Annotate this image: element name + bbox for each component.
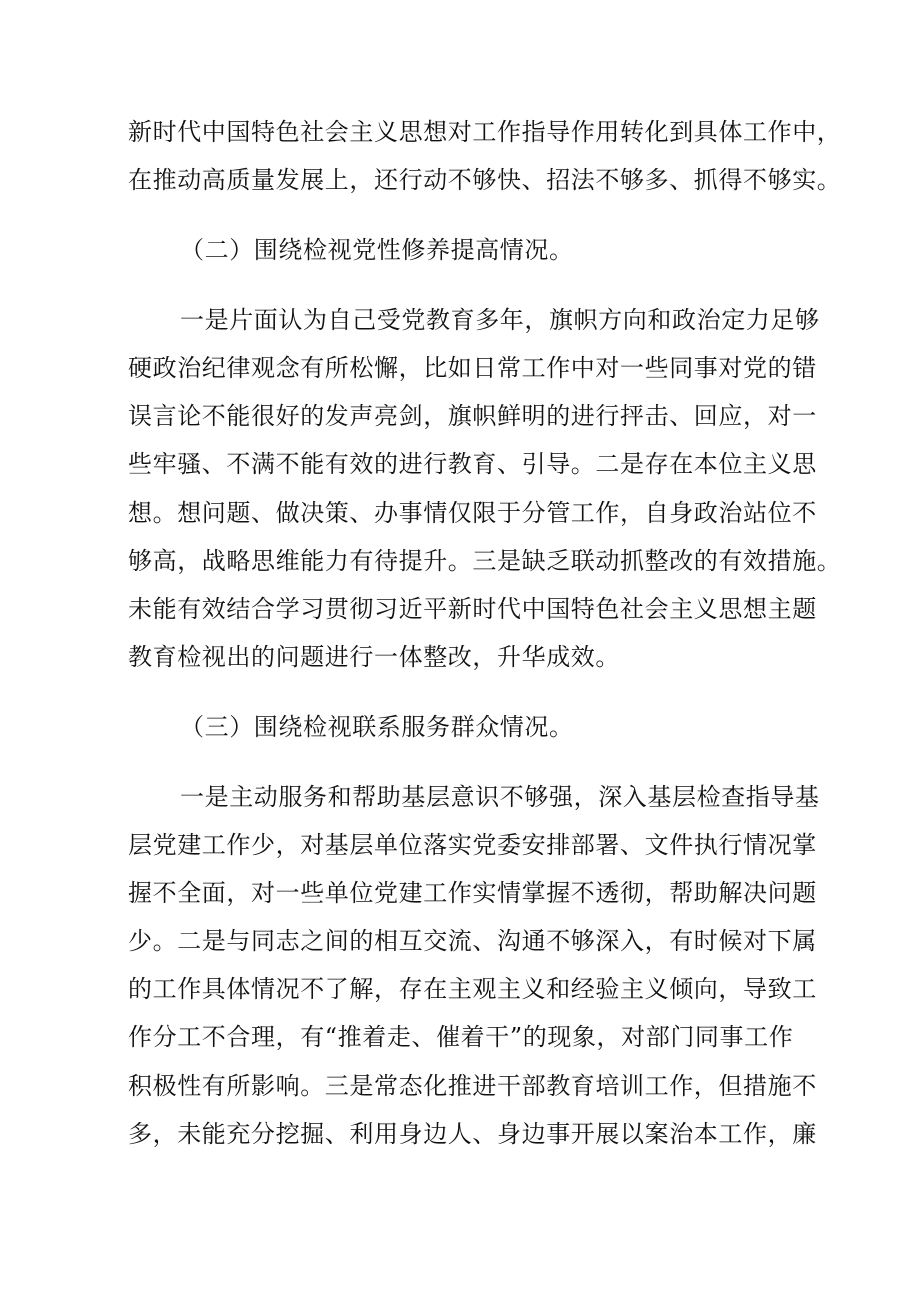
paragraph-line: 少。二是与同志之间的相互交流、沟通不够深入，有时候对下属 (128, 927, 817, 955)
paragraph-line: 新时代中国特色社会主义思想对工作指导作用转化到具体工作中， (128, 118, 842, 146)
paragraph-line: 积极性有所影响。三是常态化推进干部教育培训工作，但措施不 (128, 1072, 817, 1100)
section-heading-2: （二）围绕检视党性修养提高情况。 (180, 236, 574, 264)
paragraph-line: 想。想问题、做决策、办事情仅限于分管工作，自身政治站位不 (128, 499, 817, 527)
paragraph-line: 在推动高质量发展上，还行动不够快、招法不够多、抓得不够实。 (128, 166, 842, 194)
paragraph-line: 的工作具体情况不了解，存在主观主义和经验主义倾向，导致工 (128, 975, 817, 1003)
paragraph-line: 层党建工作少，对基层单位落实党委安排部署、文件执行情况掌 (128, 831, 817, 859)
paragraph-line: 多，未能充分挖掘、利用身边人、身边事开展以案治本工作，廉 (128, 1120, 817, 1148)
paragraph-line: 教育检视出的问题进行一体整改，升华成效。 (128, 643, 620, 671)
section-heading-3: （三）围绕检视联系服务群众情况。 (180, 713, 574, 741)
paragraph-line: 未能有效结合学习贯彻习近平新时代中国特色社会主义思想主题 (128, 595, 817, 623)
paragraph-line: 一是片面认为自己受党教育多年，旗帜方向和政治定力足够 (180, 306, 820, 334)
paragraph-line: 够高，战略思维能力有待提升。三是缺乏联动抓整改的有效措施。 (128, 547, 842, 575)
paragraph-line: 硬政治纪律观念有所松懈，比如日常工作中对一些同事对党的错 (128, 354, 817, 382)
paragraph-line: 作分工不合理，有“推着走、催着干”的现象，对部门同事工作 (128, 1023, 794, 1051)
paragraph-line: 握不全面，对一些单位党建工作实情掌握不透彻，帮助解决问题 (128, 879, 817, 907)
paragraph-line: 些牢骚、不满不能有效的进行教育、引导。二是存在本位主义思 (128, 450, 817, 478)
paragraph-line: 误言论不能很好的发声亮剑，旗帜鲜明的进行抨击、回应，对一 (128, 402, 817, 430)
paragraph-line: 一是主动服务和帮助基层意识不够强，深入基层检查指导基 (180, 783, 820, 811)
